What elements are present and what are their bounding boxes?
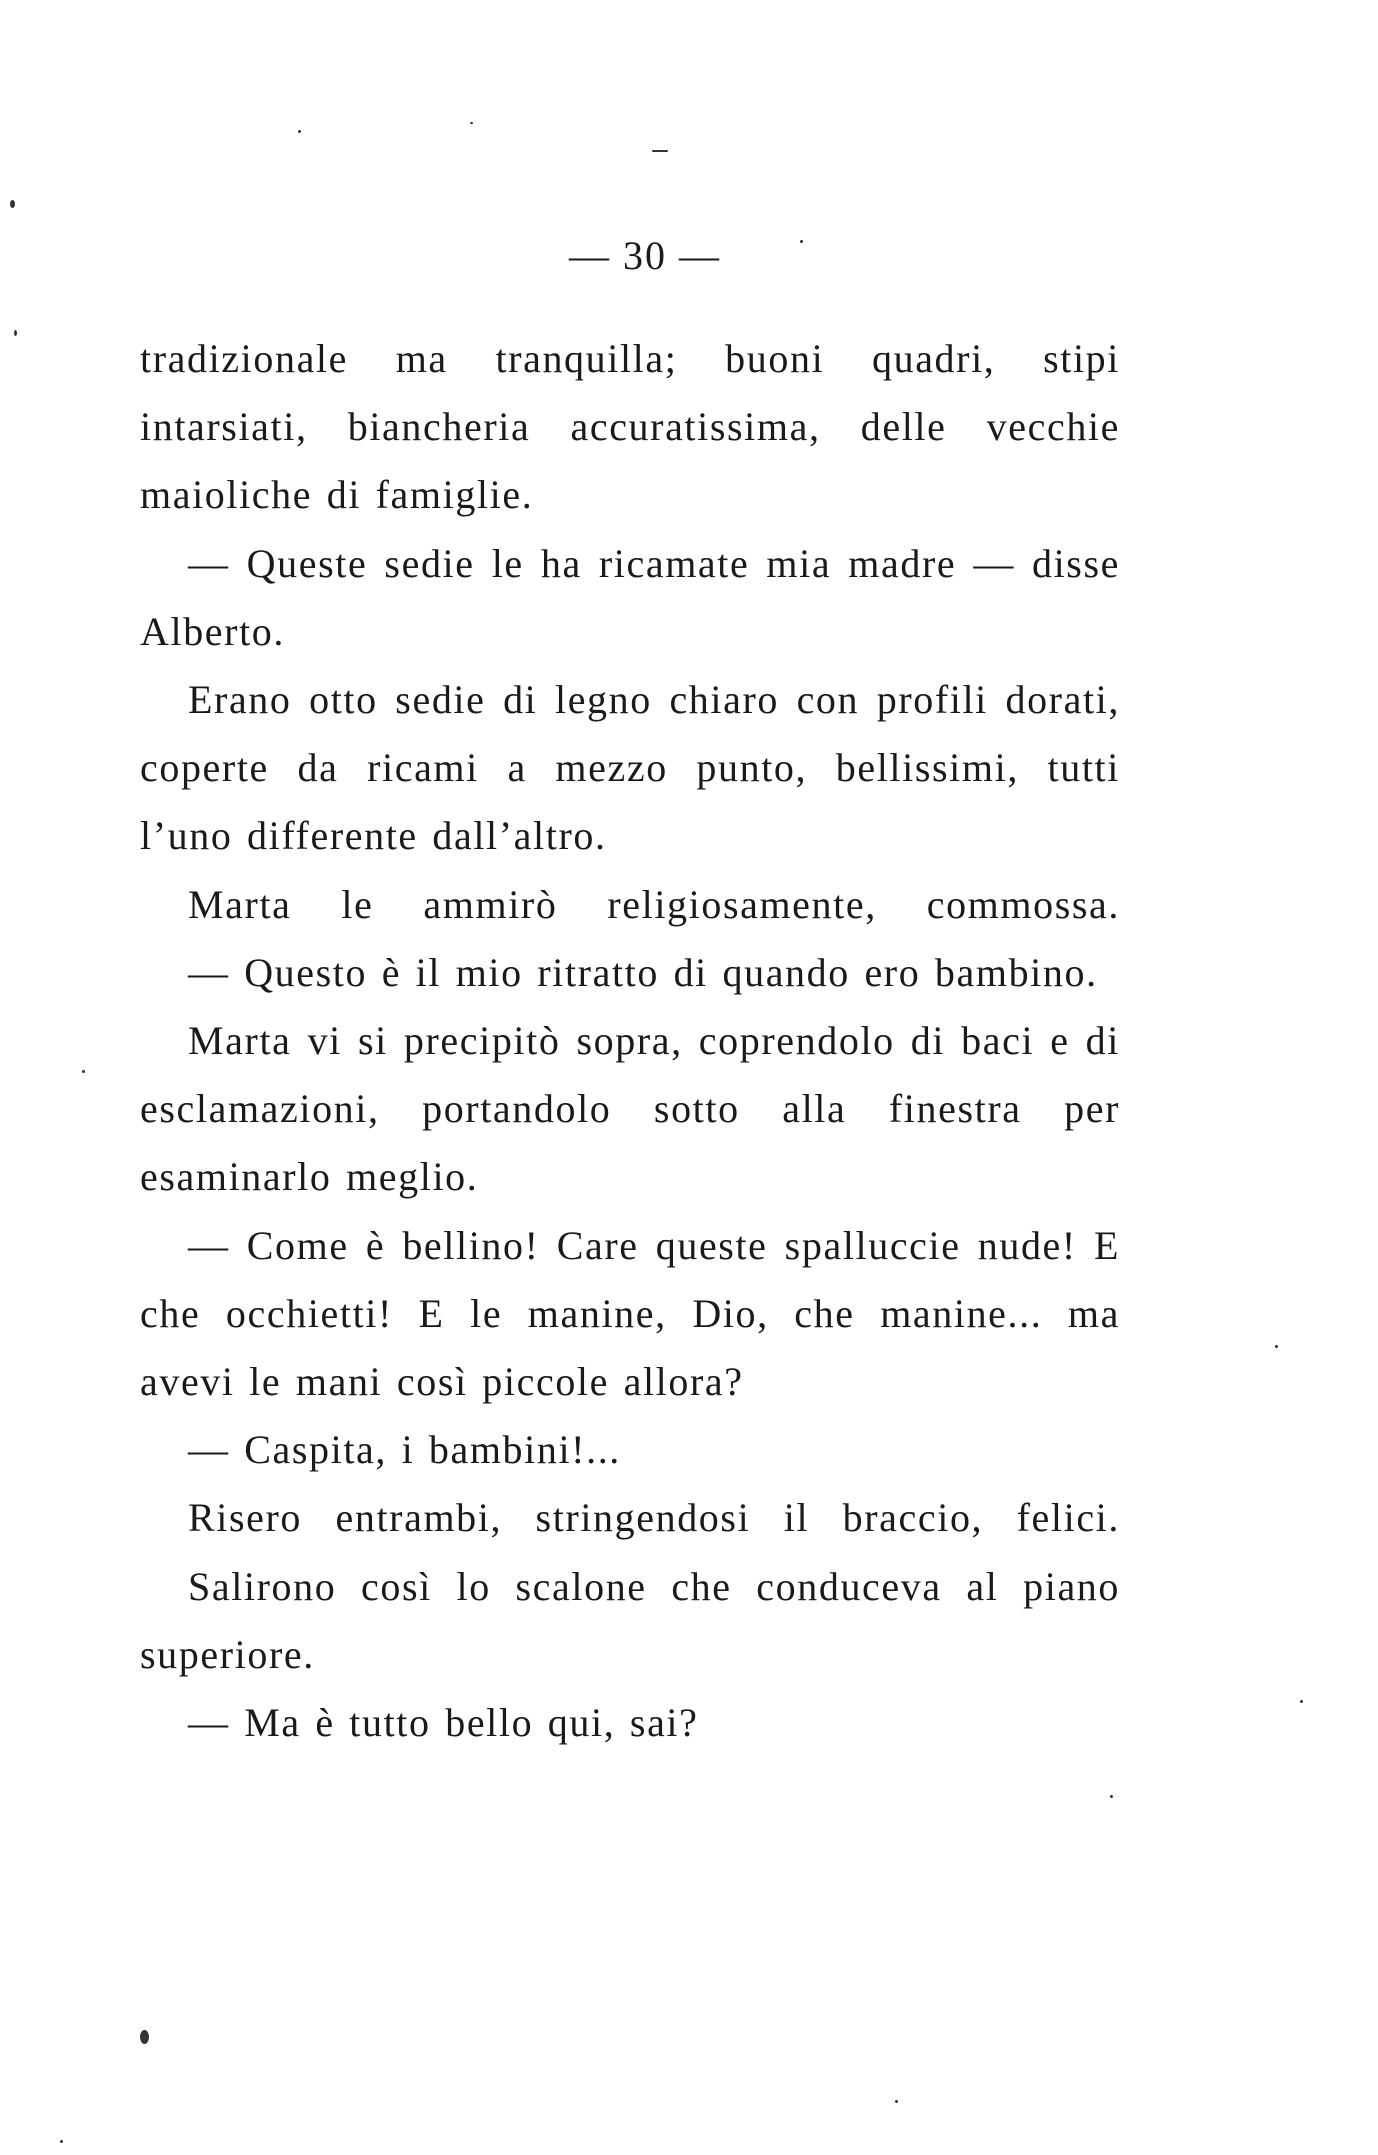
paragraph: — Caspita, i bambini!... [188,1427,621,1473]
scan-speck [470,122,473,124]
paragraph: Erano otto sedie di legno chiaro con profili dorati, coperte da ricami a mezzo punto, bellissimi, tutti l’uno differente dall’altro. [140,677,1120,859]
scan-speck [895,2100,898,2103]
scan-speck [60,2140,63,2143]
scan-speck [82,1070,85,1073]
scan-speck [1110,1795,1113,1798]
scan-speck [140,2030,149,2044]
scan-speck [1275,1345,1278,1348]
page-number: — 30 — [569,233,721,278]
scan-speck [14,330,17,336]
paragraph: — Questo è il mio ritratto di quando ero bambino. [188,949,1098,995]
scan-speck [652,150,668,152]
body-text [140,325,1120,1757]
paragraph: — Come è bellino! Care queste spalluccie nude! E che occhietti! E le manine, Dio, che manine... ma avevi le mani così piccole allora? [140,1222,1120,1405]
scan-speck [10,200,15,208]
scan-speck [800,240,803,243]
paragraph: Salirono così lo scalone che conduceva al piano superiore. [140,1563,1120,1677]
paragraph: Risero entrambi, stringendosi il braccio, felici. [188,1495,1120,1541]
paragraph: tradizionale ma tranquilla; buoni quadri, stipi intarsiati, biancheria accuratissima, delle vecchie maioliche di famiglie. [140,336,1120,518]
paragraph: — Queste sedie le ha ricamate mia madre — disse Alberto. [140,540,1120,654]
paragraph: Marta vi si precipitò sopra, coprendolo di baci e di esclamazioni, portandolo sotto alla finestra per esaminarlo meglio. [140,1018,1120,1200]
paragraph: — Ma è tutto bello qui, sai? [188,1700,699,1746]
scan-speck [1300,1700,1303,1703]
scan-speck [298,130,301,133]
paragraph: Marta le ammirò religiosamente, commossa. [188,881,1120,927]
